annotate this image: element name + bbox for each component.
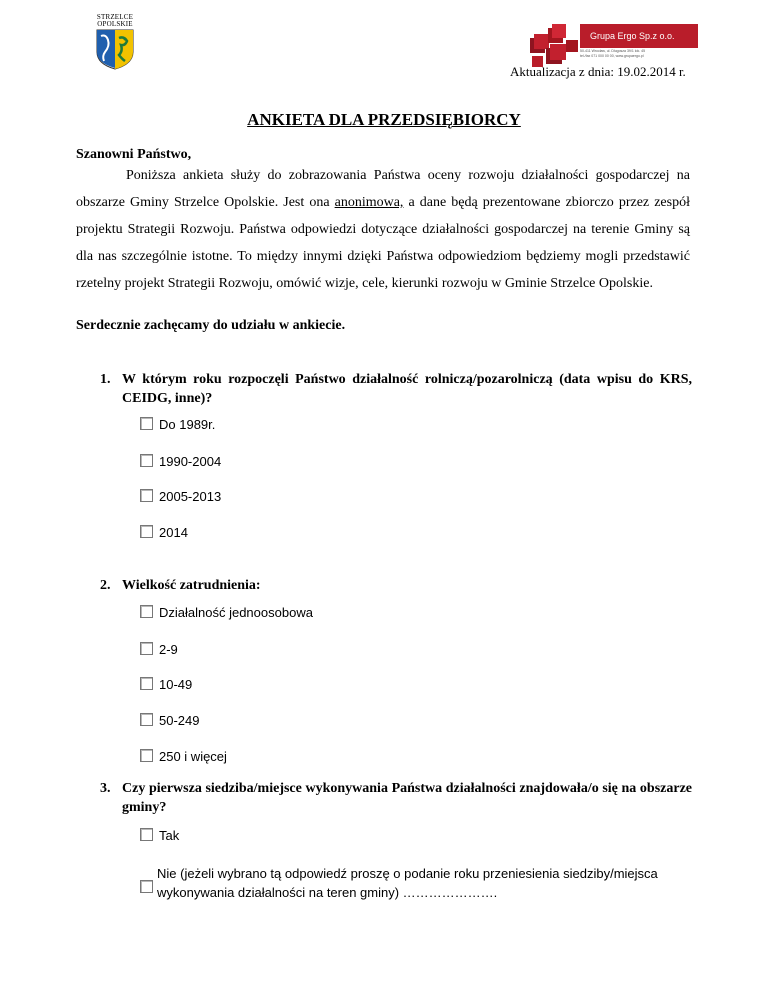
- checkbox[interactable]: [140, 642, 153, 655]
- crest-text-line-2: OPOLSKIE: [97, 20, 133, 28]
- option-label: Do 1989r.: [159, 417, 216, 432]
- checkbox[interactable]: [140, 605, 153, 618]
- option-1990-2004[interactable]: [140, 452, 221, 471]
- document-title: ANKIETA DLA PRZEDSIĘBIORCY: [247, 110, 521, 129]
- option-10-49[interactable]: [140, 675, 192, 694]
- option-label: 2-9: [159, 642, 178, 657]
- checkbox[interactable]: [140, 489, 153, 502]
- question-1: [100, 370, 692, 408]
- checkbox[interactable]: [140, 677, 153, 690]
- option-do-1989[interactable]: [140, 415, 215, 434]
- option-50-249[interactable]: [140, 711, 199, 730]
- intro-anonymous-word: anonimowa,: [334, 195, 404, 210]
- question-2: [100, 576, 692, 595]
- option-2014[interactable]: [140, 523, 188, 542]
- option-label: 2014: [159, 525, 188, 540]
- checkbox[interactable]: [140, 417, 153, 430]
- checkbox[interactable]: [140, 713, 153, 726]
- municipality-crest-logo: [92, 14, 138, 75]
- intro-text-2: a dane będą prezentowane zbiorczo przez zespół projektu Strategii Rozwoju. Państwa odpowiedzi dotyczące działalności gospodarczej na terenie Gminy są dla nas szczególnie istotne. To między innymi dzięki Państwa odpowiedziom będziemy mogli przedstawić rzetelny projekt Strategii Rozwoju, omówić wizje, cele, kierunki rozwoju w Gminie Strzelce Opolskie.: [76, 195, 690, 291]
- option-tak[interactable]: [140, 826, 179, 845]
- checkbox[interactable]: [140, 828, 153, 841]
- update-date: Aktualizacja z dnia: 19.02.2014 r.: [510, 64, 686, 79]
- checkbox[interactable]: [140, 454, 153, 467]
- intro-paragraph: [76, 162, 690, 297]
- option-nie[interactable]: [140, 864, 680, 902]
- intro-text-1: Poniższa ankieta służy do zobrazowania Państwa oceny rozwoju działalności gospodarczej na obszarze Gminy Strzelce Opolskie. Jest ona: [76, 168, 690, 210]
- checkbox[interactable]: [140, 880, 153, 893]
- option-jednoosobowa[interactable]: [140, 603, 313, 622]
- option-label: Działalność jednoosobowa: [159, 605, 313, 620]
- option-label: 250 i więcej: [159, 749, 227, 764]
- checkbox[interactable]: [140, 749, 153, 762]
- crest-shield-icon: [92, 28, 138, 70]
- option-label: Nie (jeżeli wybrano tą odpowiedź proszę o podanie roku przeniesienia siedziby/miejsca wykonywania działalności na teren gminy) ………………….: [157, 866, 658, 900]
- question-number: 2.: [100, 578, 111, 593]
- question-number: 1.: [100, 372, 111, 387]
- question-text: Czy pierwsza siedziba/miejsce wykonywania Państwa działalności znajdowała/o się na obszarze gminy?: [122, 781, 692, 815]
- option-250-i-wiecej[interactable]: [140, 747, 227, 766]
- greeting: Szanowni Państwo,: [76, 147, 192, 162]
- company-address-line-1: 50-411 Wrocław, ul. Długosza 39/1 lok. 45: [580, 49, 646, 53]
- option-2-9[interactable]: [140, 640, 178, 659]
- option-label: 50-249: [159, 713, 200, 728]
- option-2005-2013[interactable]: [140, 487, 221, 506]
- company-address-line-2: tel./fax 071 000 00 00, www.grupaergo.pl: [580, 54, 644, 58]
- crest-text-line-1: STRZELCE: [96, 13, 134, 21]
- checkbox[interactable]: [140, 525, 153, 538]
- option-label: 2005-2013: [159, 489, 222, 504]
- question-text: W którym roku rozpoczęli Państwo działalność rolniczą/pozarolniczą (data wpisu do KRS, CEIDG, inne)?: [122, 372, 692, 406]
- option-label: 10-49: [159, 677, 193, 692]
- question-text: Wielkość zatrudnienia:: [122, 578, 261, 593]
- option-label: 1990-2004: [159, 454, 222, 469]
- option-label: Tak: [159, 828, 180, 843]
- invitation-text: Serdecznie zachęcamy do udziału w ankiecie.: [76, 318, 346, 333]
- question-number: 3.: [100, 781, 111, 796]
- company-address: [580, 49, 698, 59]
- company-name-banner: Grupa Ergo Sp.z o.o.: [580, 24, 698, 48]
- question-3: [100, 779, 692, 817]
